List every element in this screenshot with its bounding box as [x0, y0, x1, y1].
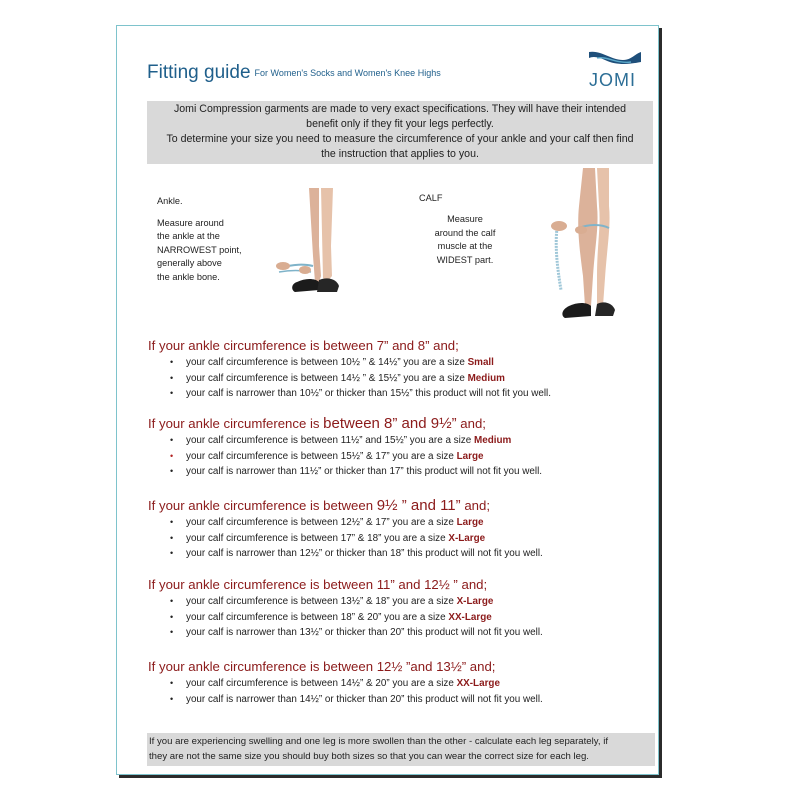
- intro-panel: [147, 101, 653, 164]
- footer-line: they are not the same size you should buy both sizes so that you can wear the correct size for each leg.: [149, 750, 589, 762]
- heading-text: If your ankle circumference is between 12½ ”and 13½” and;: [148, 659, 496, 674]
- calf-measurement-photo: [545, 166, 625, 326]
- heading-text: If your ankle circumference is between 7” and 8” and;: [148, 338, 459, 353]
- size-label: Large: [456, 450, 484, 462]
- size-section: [148, 337, 648, 402]
- size-label: X-Large: [456, 596, 494, 607]
- heading-text: If your ankle circumference is between: [148, 498, 377, 513]
- section-heading: [148, 415, 648, 433]
- list-item: • your calf is narrower than 12½” or thicker than 18” this product will not fit you well.: [148, 546, 648, 562]
- list-item: • your calf is narrower than 14½” or thicker than 20” this product will not fit you well.: [148, 692, 648, 708]
- size-section: [148, 658, 648, 707]
- calf-caption-line: WIDEST part.: [436, 254, 494, 265]
- size-label: Small: [467, 357, 494, 368]
- ankle-caption-line: generally above: [157, 258, 222, 268]
- calf-caption-heading: CALF: [419, 193, 443, 203]
- list-item: • your calf circumference is between 14½” & 20” you are a size XX-Large: [148, 676, 648, 692]
- footer-line: If you are experiencing swelling and one leg is more swollen than the other - calculate each leg separately, if: [149, 736, 608, 747]
- list-item: • your calf is narrower than 13½” or thicker than 20” this product will not fit you well.: [148, 625, 648, 641]
- list-item: • your calf circumference is between 13½” & 18” you are a size X-Large: [148, 594, 648, 610]
- section-heading: [148, 658, 648, 676]
- list-item: • your calf circumference is between 12½” & 17” you are a size Large: [148, 515, 648, 531]
- size-label: XX-Large: [448, 611, 492, 623]
- size-section: [148, 497, 648, 562]
- list-item: • your calf is narrower than 10½” or thicker than 15½” this product will not fit you well.: [148, 386, 648, 402]
- list-item: • your calf circumference is between 14½ ” & 15½” you are a size Medium: [148, 371, 648, 387]
- heading-text: If your ankle circumference is between 11” and 12½ ” and;: [148, 577, 488, 592]
- heading-text: and;: [460, 498, 490, 513]
- logo-wave-icon: [587, 48, 643, 72]
- size-label: Large: [456, 517, 484, 528]
- fitting-guide-page: [116, 25, 659, 775]
- size-label: X-Large: [448, 532, 486, 544]
- heading-text: and;: [456, 416, 486, 431]
- list-item: • your calf is narrower than 11½” or thicker than 17” this product will not fit you well.: [148, 464, 648, 480]
- size-section: [148, 415, 648, 480]
- ankle-caption-line: the ankle at the: [157, 231, 220, 241]
- ankle-caption-line: NARROWEST point,: [157, 244, 242, 255]
- heading-emphasis: 9½ ” and 11”: [376, 497, 461, 514]
- size-label: Medium: [473, 435, 512, 446]
- ankle-caption: [157, 195, 242, 284]
- list-item: • your calf circumference is between 17” & 18” you are a size X-Large: [148, 531, 648, 547]
- intro-line: Jomi Compression garments are made to very exact specifications. They will have their intended: [173, 103, 626, 115]
- section-heading: [148, 576, 648, 594]
- heading-emphasis: between 8” and 9½”: [323, 415, 457, 432]
- calf-caption: [413, 213, 517, 267]
- ankle-measurement-photo: [275, 186, 355, 304]
- intro-line: the instruction that applies to you.: [321, 148, 479, 160]
- page-title: [147, 62, 441, 84]
- calf-caption-line: Measure: [447, 214, 483, 224]
- ankle-caption-line: the ankle bone.: [157, 271, 220, 282]
- footer-note: [147, 733, 655, 766]
- size-label: Medium: [467, 372, 505, 384]
- title-subtitle: For Women's Socks and Women's Knee Highs: [254, 67, 441, 78]
- section-heading: [148, 337, 648, 355]
- ankle-caption-heading: Ankle.: [157, 196, 183, 206]
- logo-text: JOMI: [589, 70, 636, 90]
- list-item: • your calf circumference is between 10½ ” & 14½” you are a size Small: [148, 355, 648, 371]
- intro-line: To determine your size you need to measure the circumference of your ankle and your calf then find: [166, 133, 634, 145]
- size-section: [148, 576, 648, 641]
- list-item: • your calf circumference is between 11½” and 15½” you are a size Medium: [148, 433, 648, 449]
- list-item: • your calf circumference is between 15½” & 17” you are a size Large: [148, 449, 648, 465]
- size-label: XX-Large: [456, 678, 500, 689]
- title-text: Fitting guide: [147, 62, 251, 83]
- intro-line: benefit only if they fit your legs perfectly.: [306, 118, 494, 130]
- list-item: • your calf circumference is between 18” & 20” you are a size XX-Large: [148, 610, 648, 626]
- ankle-caption-line: Measure around: [157, 217, 224, 228]
- calf-caption-line: muscle at the: [437, 241, 493, 251]
- section-heading: [148, 497, 648, 515]
- calf-caption-line: around the calf: [434, 227, 496, 238]
- heading-text: If your ankle circumference is: [148, 416, 324, 431]
- jomi-logo: [587, 48, 643, 92]
